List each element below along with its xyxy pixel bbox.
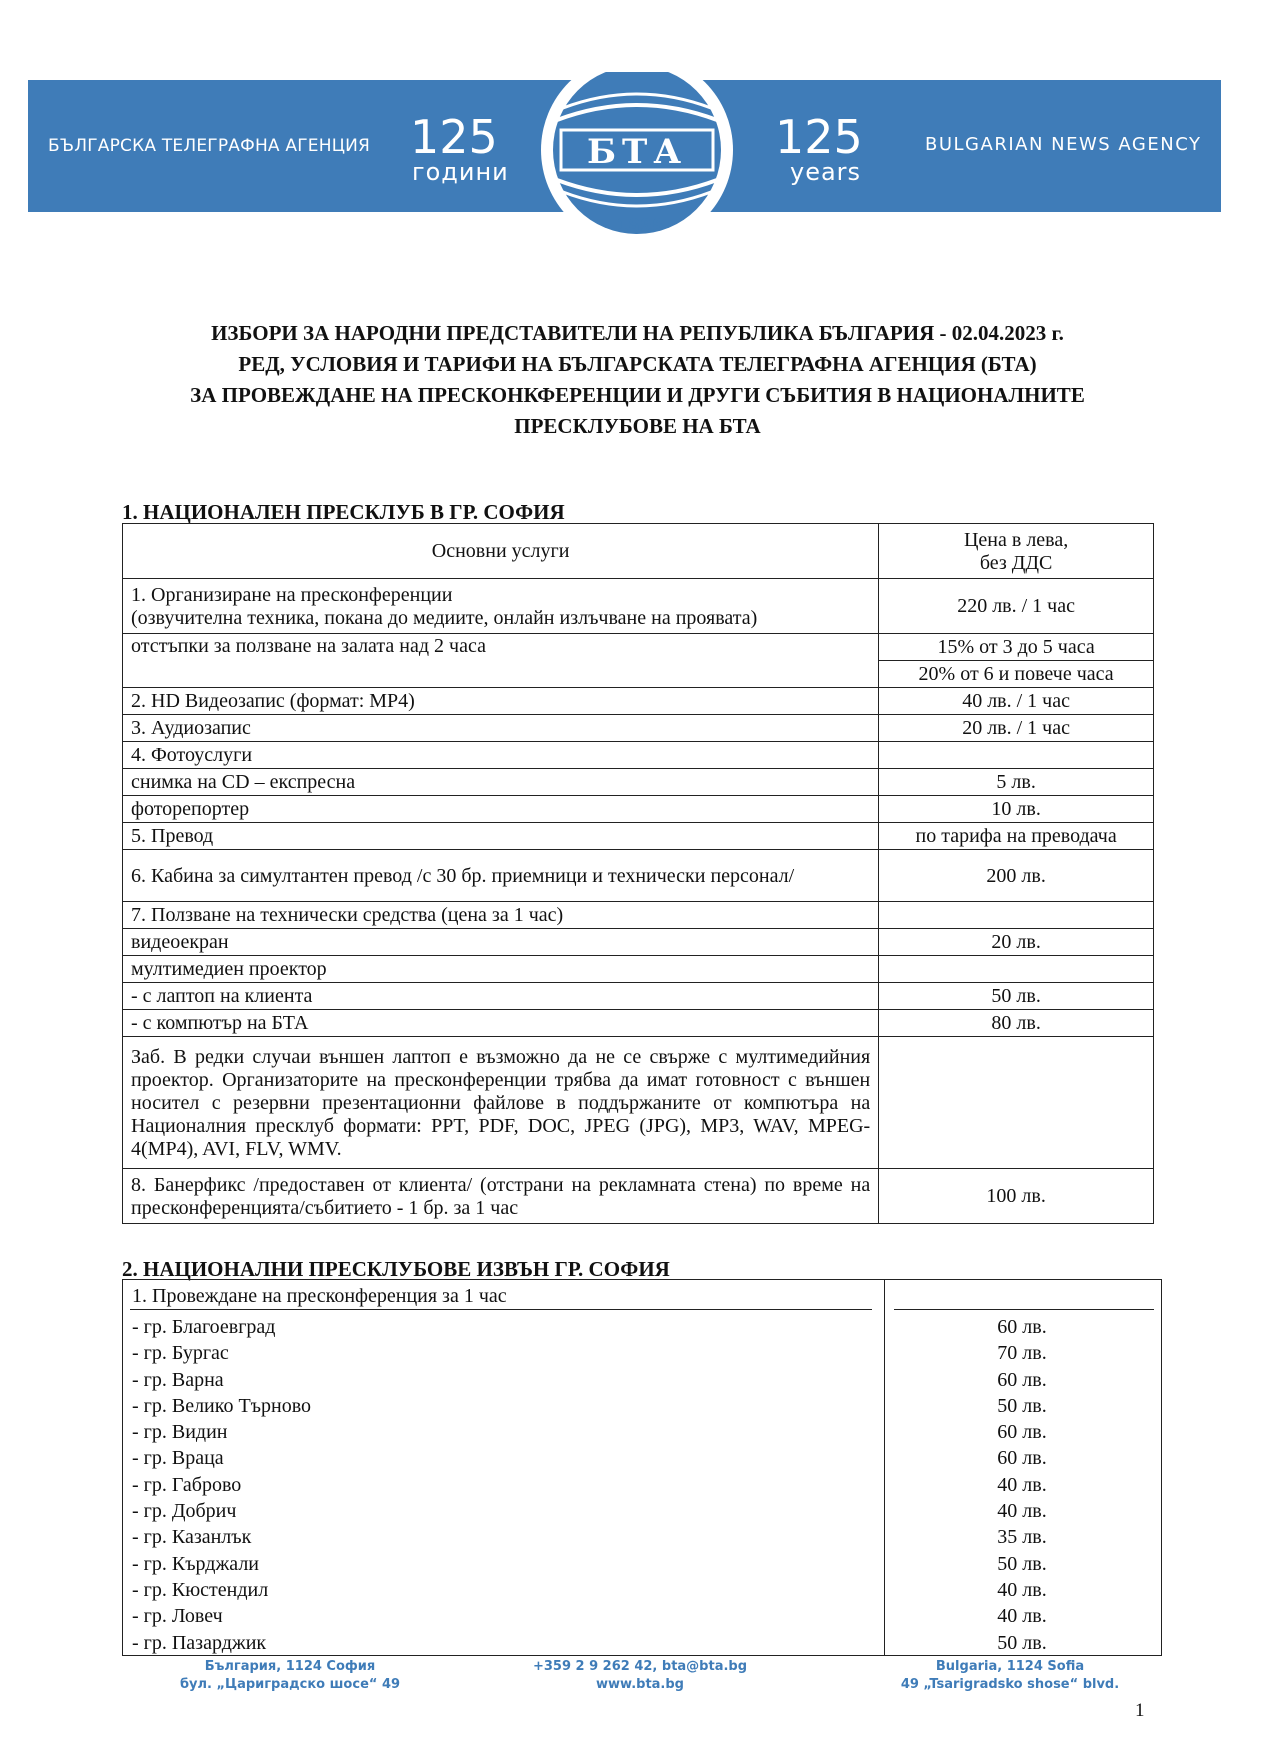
city-row [124,1472,1160,1498]
title-line-1: ИЗБОРИ ЗА НАРОДНИ ПРЕДСТАВИТЕЛИ НА РЕПУБЛИКА БЪЛГАРИЯ - 02.04.2023 г. [211,321,1064,345]
service-price: 50 лв. [879,983,1154,1010]
city-price: 40 лв. [997,1473,1047,1496]
service-label: 5. Превод [123,823,879,850]
col-header-price: Цена в лева, без ДДС [879,524,1154,579]
service-label: снимка на CD – експресна [123,769,879,796]
agency-name-en: BULGARIAN NEWS AGENCY [925,134,1202,155]
city-row [124,1630,1160,1656]
regional-header-label: 1. Провеждане на пресконференция за 1 час [132,1285,507,1307]
footer-address-bg: България, 1124 София бул. „Цариградско шосе“ 49 [179,1659,401,1692]
city-name: - гр. Добрич [132,1500,237,1523]
footer-phone-email[interactable]: +359 2 9 262 42, bta@bta.bg [532,1659,748,1674]
city-name: - гр. Кърджали [132,1552,260,1575]
city-name: - гр. Враца [132,1447,224,1470]
city-price: 60 лв. [997,1447,1047,1470]
service-price: по тарифа на преводача [879,823,1154,850]
footer-website-link[interactable]: www.bta.bg [596,1677,684,1692]
service-label: 6. Кабина за симултантен превод /с 30 бр. приемници и технически персонал/ [123,850,879,902]
service-price: 10 лв. [879,796,1154,823]
table-row [123,715,1154,742]
service-label: 8. Банерфикс /предоставен от клиента/ (отстрани на рекламната стена) по време на пресконференцията/събитието - 1 бр. за 1 час [123,1169,879,1224]
regional-price-table [124,1314,1160,1656]
anniversary-label-bg: години [412,158,509,186]
table-row [123,688,1154,715]
city-row [124,1419,1160,1445]
service-price: 200 лв. [879,850,1154,902]
table-row [123,1010,1154,1037]
service-label: 4. Фотоуслуги [123,742,879,769]
city-name: - гр. Варна [132,1368,224,1391]
footer-address-en: Bulgaria, 1124 Sofia 49 „Tsarigradsko shose“ blvd. [900,1659,1120,1692]
table-row [123,823,1154,850]
service-label: фоторепортер [123,796,879,823]
table-row [123,983,1154,1010]
bta-globe-logo [533,72,741,280]
table-row [123,796,1154,823]
city-price: 40 лв. [997,1500,1047,1523]
section-2-heading: 2. НАЦИОНАЛНИ ПРЕСКЛУБОВЕ ИЗВЪН ГР. СОФИЯ [122,1257,670,1281]
city-name: - гр. Велико Търново [132,1394,312,1417]
table-row [123,769,1154,796]
table-header-row [123,524,1154,579]
agency-name-bg: БЪЛГАРСКА ТЕЛЕГРАФНА АГЕНЦИЯ [48,136,371,156]
header-underline-left [130,1309,872,1310]
table-row [123,1169,1154,1224]
city-name: - гр. Бургас [132,1342,229,1365]
table-row [123,850,1154,902]
city-price: 50 лв. [997,1394,1047,1417]
anniversary-label-en: years [790,158,862,186]
city-name: - гр. Пазарджик [132,1631,267,1654]
table-row [123,579,1154,634]
service-label: 2. HD Видеозапис (формат: MP4) [123,688,879,715]
city-price: 40 лв. [997,1605,1047,1628]
service-price: 20 лв. [879,929,1154,956]
city-row [124,1577,1160,1603]
footer-contacts [520,1658,760,1694]
table-row [123,956,1154,983]
service-price: 220 лв. / 1 час [879,579,1154,634]
col-header-services: Основни услуги [123,524,879,579]
city-row [124,1498,1160,1524]
city-name: - гр. Габрово [132,1473,242,1496]
table-row-note [123,1037,1154,1169]
table-row [123,929,1154,956]
service-label: - с лаптоп на клиента [123,983,879,1010]
anniversary-number-bg: 125 [410,110,498,164]
table-row [123,742,1154,769]
service-price: 80 лв. [879,1010,1154,1037]
city-price: 70 лв. [997,1342,1047,1365]
section-1-heading: 1. НАЦИОНАЛЕН ПРЕСКЛУБ В ГР. СОФИЯ [122,500,565,524]
service-price: 20 лв. / 1 час [879,715,1154,742]
city-row [124,1551,1160,1577]
city-name: - гр. Кюстендил [132,1578,269,1601]
city-row [124,1340,1160,1366]
service-label: видеоекран [123,929,879,956]
table-row [123,634,1154,661]
service-price: 20% от 6 и повече часа [879,661,1154,688]
service-price: 15% от 3 до 5 часа [879,634,1154,661]
document-title [100,318,1175,442]
title-line-3: ЗА ПРОВЕЖДАНЕ НА ПРЕСКОНКФЕРЕНЦИИ И ДРУГИ СЪБИТИЯ В НАЦИОНАЛНИТЕ [190,383,1085,407]
service-label: мултимедиен проектор [123,956,879,983]
city-price: 35 лв. [997,1526,1047,1549]
city-price: 50 лв. [997,1552,1047,1575]
service-price: 5 лв. [879,769,1154,796]
city-name: - гр. Благоевград [132,1316,276,1338]
title-line-2: РЕД, УСЛОВИЯ И ТАРИФИ НА БЪЛГАРСКАТА ТЕЛЕГРАФНА АГЕНЦИЯ (БТА) [238,352,1037,376]
logo-text: БТА [586,132,688,172]
page-number: 1 [1135,1700,1145,1721]
city-row [124,1393,1160,1419]
city-price: 60 лв. [997,1368,1047,1391]
city-row [124,1367,1160,1393]
service-price-empty [879,902,1154,929]
city-row [124,1524,1160,1550]
city-price: 40 лв. [997,1578,1047,1601]
service-label: 3. Аудиозапис [123,715,879,742]
projector-note: Заб. В редки случаи външен лаптоп е възможно да не се свърже с мултимедийния проектор. Организаторите на пресконференции трябва да имат готовност с външен носител с резервни презентационни файлове в поддържаните от компютъра на Националния пресклуб формати: PPT, PDF, DOC, JPEG (JPG), MP3, WAV, MPEG-4(MP4), AVI, FLV, WMV. [123,1037,879,1169]
service-label: 1. Организиране на пресконференции (озвучителна техника, покана до медиите, онлайн излъчване на проявата) [123,579,879,634]
city-price: 60 лв. [997,1316,1047,1338]
sofia-price-table [122,523,1154,1224]
city-price: 50 лв. [997,1631,1047,1654]
city-row [124,1603,1160,1629]
anniversary-number-en: 125 [775,110,863,164]
service-price-empty [879,1037,1154,1169]
service-label: отстъпки за ползване на залата над 2 часа [123,634,879,688]
city-name: - гр. Ловеч [132,1605,223,1628]
city-row [124,1314,1160,1340]
service-price: 40 лв. / 1 час [879,688,1154,715]
city-name: - гр. Казанлък [132,1526,252,1549]
city-name: - гр. Видин [132,1421,228,1444]
service-label: 7. Ползване на технически средства (цена за 1 час) [123,902,879,929]
city-row [124,1445,1160,1471]
founding-year: 1898 [616,216,664,236]
table-row [123,902,1154,929]
service-price-empty [879,742,1154,769]
service-price-empty [879,956,1154,983]
service-label: - с компютър на БТА [123,1010,879,1037]
title-line-4: ПРЕСКЛУБОВЕ НА БТА [514,414,761,438]
header-underline-right [894,1309,1154,1310]
service-price: 100 лв. [879,1169,1154,1224]
city-price: 60 лв. [997,1421,1047,1444]
